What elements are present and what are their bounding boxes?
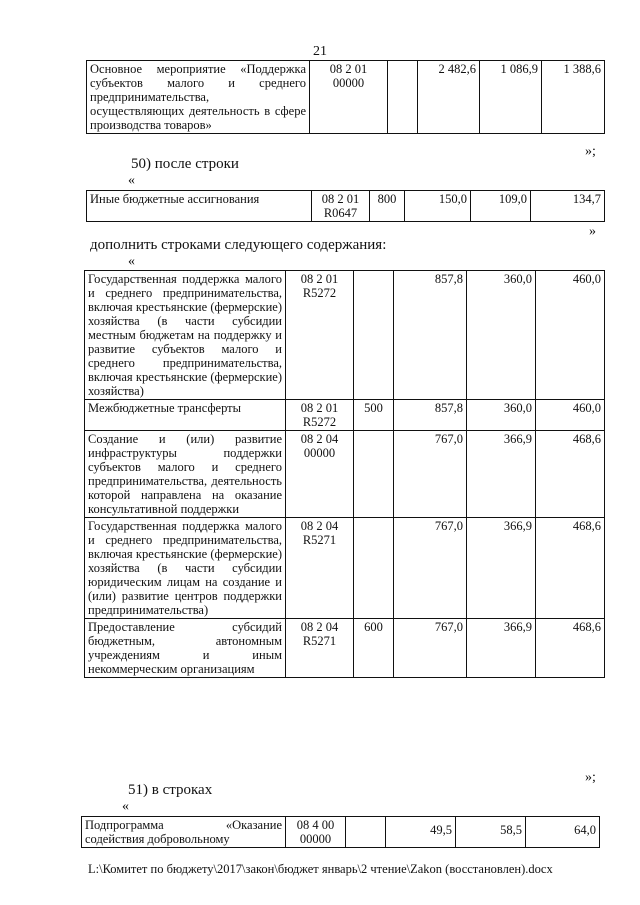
row-code: 08 2 01 R0647 (312, 191, 370, 222)
row-value-2019: 1 388,6 (542, 61, 605, 134)
row-value-2017: 767,0 (394, 518, 467, 619)
table-row (85, 518, 605, 619)
row-value-2018: 109,0 (471, 191, 531, 222)
row-code: 08 2 04 00000 (286, 431, 354, 518)
row-value-2019: 460,0 (536, 400, 605, 431)
row-description: Создание и (или) развитие инфраструктуры поддержки субъектов малого и среднего предпринимательства, деятельность которой направлена на оказание консультативной поддержки (85, 431, 286, 518)
table-row (87, 61, 605, 134)
row-expense-type: 500 (354, 400, 394, 431)
row-description: Межбюджетные трансферты (85, 400, 286, 431)
row-value-2017: 857,8 (394, 271, 467, 400)
row-expense-type (354, 431, 394, 518)
row-value-2019: 460,0 (536, 271, 605, 400)
row-code: 08 2 01 R5272 (286, 400, 354, 431)
add-rows-text: дополнить строками следующего содержания: (90, 237, 387, 253)
row-value-2019: 64,0 (526, 817, 600, 848)
opening-quote-4: « (122, 799, 129, 814)
row-description: Предоставление субсидий бюджетным, автономным учреждениям и иным некоммерческим организациям (85, 619, 286, 678)
row-value-2018: 360,0 (467, 271, 536, 400)
row-value-2018: 58,5 (456, 817, 526, 848)
budget-table-3 (84, 270, 605, 678)
table-row (85, 431, 605, 518)
row-value-2017: 767,0 (394, 619, 467, 678)
row-value-2019: 468,6 (536, 619, 605, 678)
row-value-2018: 1 086,9 (480, 61, 542, 134)
row-expense-type (354, 518, 394, 619)
footer-file-path: L:\Комитет по бюджету\2017\закон\бюджет январь\2 чтение\Zakon (восстановлен).docx (88, 862, 553, 876)
row-code: 08 2 04 R5271 (286, 518, 354, 619)
table-row (85, 400, 605, 431)
budget-table-2 (86, 190, 605, 222)
closing-quote-2: » (589, 224, 596, 239)
row-description: Государственная поддержка малого и среднего предпринимательства, включая крестьянские (фермерские) хозяйства (в части субсидии юридическим лицам на создание и (или) развитие центров поддержки предпринимательства) (85, 518, 286, 619)
row-code: 08 2 01 R5272 (286, 271, 354, 400)
page-number: 21 (313, 44, 327, 59)
table-row (85, 619, 605, 678)
row-expense-type (346, 817, 386, 848)
row-value-2017: 767,0 (394, 431, 467, 518)
row-value-2017: 150,0 (405, 191, 471, 222)
row-description: Государственная поддержка малого и среднего предпринимательства, включая крестьянские (фермерские) хозяйства (в части субсидии местным бюджетам на поддержку и развитие субъектов малого и среднего предпринимательства, включая крестьянские (фермерские) хозяйства) (85, 271, 286, 400)
budget-table-4 (81, 816, 600, 848)
row-value-2018: 366,9 (467, 431, 536, 518)
closing-quote-3: »; (585, 770, 596, 785)
table-row (82, 817, 600, 848)
row-value-2017: 857,8 (394, 400, 467, 431)
row-description: Иные бюджетные ассигнования (87, 191, 312, 222)
row-value-2019: 468,6 (536, 518, 605, 619)
row-description: Подпрограмма «Оказание содействия добровольному (82, 817, 286, 848)
item-50-heading: 50) после строки (131, 156, 239, 172)
row-description: Основное мероприятие «Поддержка субъектов малого и среднего предпринимательства, осуществляющих деятельность в сфере производства товаров» (87, 61, 310, 134)
table-row (87, 191, 605, 222)
item-51-heading: 51) в строках (128, 782, 213, 798)
row-value-2017: 49,5 (386, 817, 456, 848)
row-code: 08 2 01 00000 (310, 61, 388, 134)
row-expense-type (354, 271, 394, 400)
row-value-2019: 468,6 (536, 431, 605, 518)
opening-quote-3: « (128, 254, 135, 269)
row-value-2018: 366,9 (467, 619, 536, 678)
opening-quote-2: « (128, 173, 135, 188)
row-code: 08 2 04 R5271 (286, 619, 354, 678)
row-value-2017: 2 482,6 (418, 61, 480, 134)
row-value-2019: 134,7 (531, 191, 605, 222)
row-code: 08 4 00 00000 (286, 817, 346, 848)
closing-quote-1: »; (585, 144, 596, 159)
row-value-2018: 360,0 (467, 400, 536, 431)
row-expense-type: 600 (354, 619, 394, 678)
row-expense-type (388, 61, 418, 134)
row-value-2018: 366,9 (467, 518, 536, 619)
budget-table-1 (86, 60, 605, 134)
table-row (85, 271, 605, 400)
row-expense-type: 800 (370, 191, 405, 222)
